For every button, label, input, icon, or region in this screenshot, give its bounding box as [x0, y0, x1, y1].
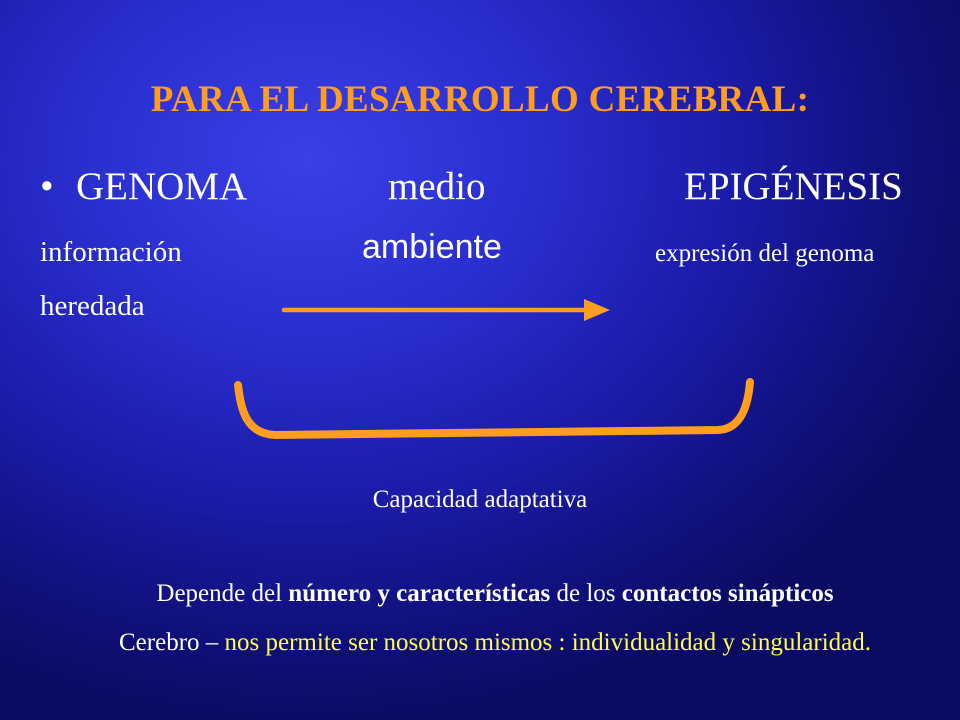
ambiente-label: ambiente: [362, 228, 502, 266]
depende-prefix: Depende del: [156, 580, 289, 607]
capacidad-adaptativa-caption: Capacidad adaptativa: [372, 486, 588, 513]
medio-label: medio: [388, 165, 486, 208]
informacion-label: información: [40, 236, 182, 268]
right-arrow-icon: [284, 299, 610, 321]
bracket-shape: [238, 382, 750, 435]
bullet-marker: •: [40, 165, 54, 208]
numero-caracteristicas-text: número y características: [288, 580, 551, 607]
cerebro-highlight: nos permite ser nosotros mismos : individualidad y singularidad.: [224, 629, 871, 656]
epigenesis-label: EPIGÉNESIS: [684, 165, 903, 208]
genoma-label: GENOMA: [76, 165, 248, 208]
contactos-sinapticos-text: contactos sinápticos: [621, 580, 834, 607]
depende-line: [0, 580, 960, 608]
heredada-label: heredada: [40, 290, 145, 322]
cerebro-prefix: Cerebro –: [119, 629, 225, 656]
slide-title: PARA EL DESARROLLO CEREBRAL:: [150, 79, 810, 120]
expresion-genoma-label: expresión del genoma: [655, 240, 875, 267]
depende-mid: de los: [550, 580, 622, 607]
cerebro-statement: [0, 623, 960, 663]
